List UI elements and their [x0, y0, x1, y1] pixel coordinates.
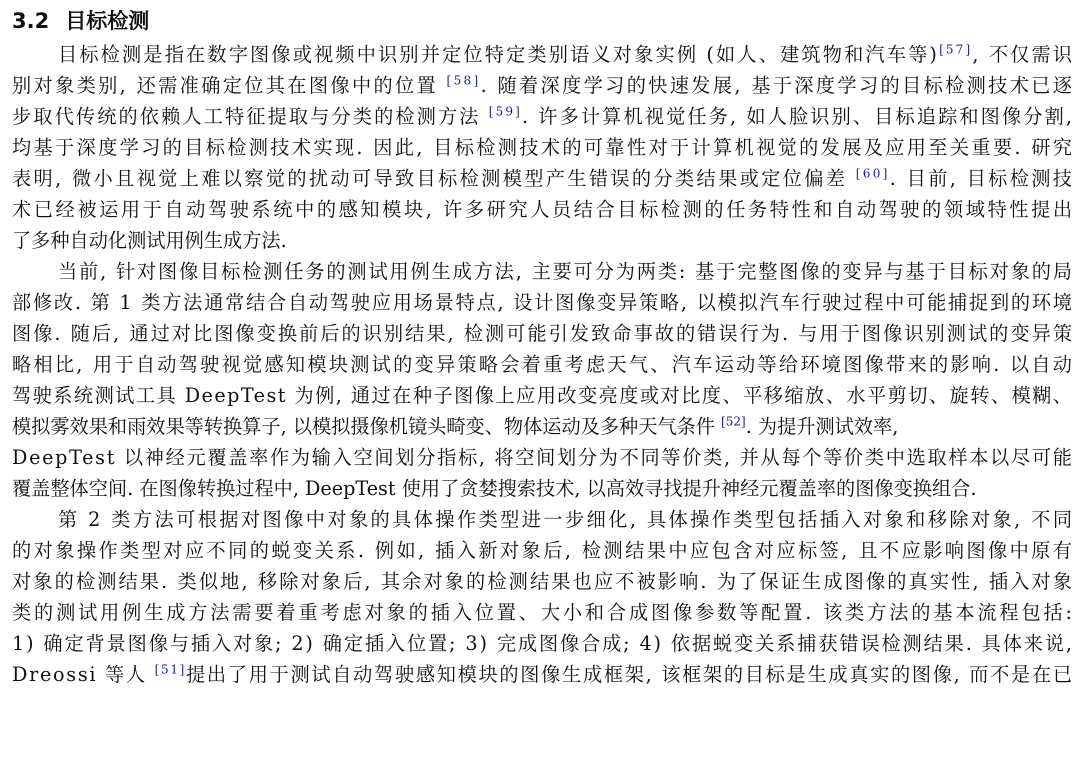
- text-line-content: [12, 566, 1074, 597]
- text-line-content: [12, 597, 1075, 628]
- text-line-content: [12, 70, 1074, 101]
- text-line-content: [12, 535, 1074, 566]
- text-run: 略相比, 用于自动驾驶视觉感知模块测试的变异策略会着重考虑天气、汽车运动等给环境图像带来的影响. 以自动: [12, 353, 1075, 376]
- section-heading: [12, 6, 1072, 36]
- text-run: 目标检测是指在数字图像或视频中识别并定位特定类别语义对象实例 (如人、建筑物和汽车等): [58, 43, 940, 66]
- citation-reference[interactable]: [51]: [154, 662, 187, 677]
- text-run: . 目前, 目标检测技: [889, 167, 1075, 190]
- text-run: 步取代传统的依赖人工特征提取与分类的检测方法: [12, 105, 489, 128]
- text-run: 第 2 类方法可根据对图像中对象的具体操作类型进一步细化, 具体操作类型包括插入对象和移除对象, 不同: [58, 508, 1075, 531]
- text-run: 图像. 随后, 通过对比图像变换前后的识别结果, 检测可能引发致命事故的错误行为. 与用于图像识别测试的变异策: [12, 322, 1075, 345]
- text-line: [12, 442, 1072, 473]
- text-run: 部修改. 第 1 类方法通常结合自动驾驶应用场景特点, 设计图像变异策略, 以模拟汽车行驶过程中可能捕捉到的环境: [12, 291, 1074, 314]
- text-line: [12, 566, 1075, 597]
- text-run: . 为提升测试效率,: [745, 415, 899, 438]
- text-line: [12, 628, 1072, 659]
- text-run: 驾驶系统测试工具 DeepTest 为例, 通过在种子图像上应用改变亮度或对比度、平移缩放、水平剪切、旋转、模糊、: [12, 384, 1074, 407]
- text-line: [12, 70, 1075, 101]
- text-run: 术已经被运用于自动驾驶系统中的感知模块, 许多研究人员结合目标检测的任务特性和自动驾驶的领域特性提出: [12, 198, 1075, 221]
- text-run: 提出了用于测试自动驾驶感知模块的图像生成框架, 该框架的目标是生成真实的图像, 而不是在已: [186, 663, 1074, 686]
- text-run: 表明, 微小且视觉上难以察觉的扰动可导致目标检测模型产生错误的分类结果或定位偏差: [12, 167, 856, 190]
- text-line: [12, 101, 1075, 132]
- text-line: [12, 194, 1075, 225]
- text-line: [12, 473, 1072, 504]
- text-run: 当前, 针对图像目标检测任务的测试用例生成方法, 主要可分为两类: 基于完整图像的变异与基于目标对象的局: [58, 260, 1074, 283]
- text-line: [12, 411, 1072, 442]
- text-run: 的对象操作类型对应不同的蜕变关系. 例如, 插入新对象后, 检测结果中应包含对应标签, 且不应影响图像中原有: [12, 539, 1075, 562]
- text-run: 覆盖整体空间. 在图像转换过程中, DeepTest 使用了贪婪搜索技术, 以高效寻找提升神经元覆盖率的图像变换组合.: [12, 477, 977, 500]
- text-line-content: [12, 628, 1074, 659]
- text-run: 了多种自动化测试用例生成方法.: [12, 229, 287, 252]
- text-run: 别对象类别, 还需准确定位其在图像中的位置: [12, 74, 447, 97]
- citation-reference[interactable]: [52]: [721, 414, 746, 429]
- text-line: [12, 287, 1072, 318]
- paragraph: [12, 256, 1075, 504]
- paragraph: [12, 39, 1075, 256]
- text-line-content: [58, 256, 1074, 287]
- text-line: [12, 39, 1075, 70]
- citation-reference[interactable]: [60]: [855, 166, 890, 181]
- citation-reference[interactable]: [59]: [488, 104, 522, 119]
- text-run: 对象的检测结果. 类似地, 移除对象后, 其余对象的检测结果也应不被影响. 为了保证生成图像的真实性, 插入对象: [12, 570, 1075, 593]
- paragraph: [12, 504, 1075, 690]
- text-line-content: [12, 659, 1074, 690]
- text-line: [12, 349, 1075, 380]
- text-line: [12, 535, 1075, 566]
- text-run: 类的测试用例生成方法需要着重考虑对象的插入位置、大小和合成图像参数等配置. 该类方法的基本流程包括:: [12, 601, 1075, 624]
- text-run: 1) 确定背景图像与插入对象; 2) 确定插入位置; 3) 完成图像合成; 4) 依据蜕变关系捕获错误检测结果. 具体来说,: [12, 632, 1074, 655]
- text-line: [12, 132, 1075, 163]
- text-line: [12, 659, 1072, 690]
- text-run: Dreossi 等人: [12, 663, 155, 686]
- text-line-content: [12, 194, 1075, 225]
- section-number: 3.2: [12, 9, 50, 33]
- text-line-content: [12, 101, 1074, 132]
- text-line-content: [12, 318, 1074, 349]
- citation-reference[interactable]: [57]: [939, 42, 973, 57]
- body-text: [12, 39, 1075, 690]
- text-run: . 许多计算机视觉任务, 如人脸识别、目标追踪和图像分割,: [521, 105, 1075, 128]
- text-run: . 随着深度学习的快速发展, 基于深度学习的目标检测技术已逐: [480, 74, 1075, 97]
- text-run: , 不仅需识: [972, 43, 1075, 66]
- text-line: [12, 504, 1075, 535]
- text-line-content: [12, 349, 1074, 380]
- text-line-content: [58, 39, 1074, 70]
- text-line: [12, 256, 1072, 287]
- text-line-content: [12, 380, 1073, 411]
- text-line-content: [58, 504, 1074, 535]
- text-line: [12, 597, 1075, 628]
- text-line-content: [12, 287, 1074, 318]
- text-line-content: [12, 163, 1074, 194]
- paper-page: [12, 6, 1075, 690]
- text-line: [12, 380, 1072, 411]
- text-line-content: [12, 411, 898, 442]
- text-run: DeepTest 以神经元覆盖率作为输入空间划分指标, 将空间划分为不同等价类, 并从每个等价类中选取样本以尽可能: [12, 446, 1074, 469]
- citation-reference[interactable]: [58]: [446, 73, 481, 88]
- text-run: 模拟雾效果和雨效果等转换算子, 以模拟摄像机镜头畸变、物体运动及多种天气条件: [12, 415, 722, 438]
- text-line: [12, 163, 1075, 194]
- text-line-content: [12, 132, 1074, 163]
- text-run: 均基于深度学习的目标检测技术实现. 因此, 目标检测技术的可靠性对于计算机视觉的发展及应用至关重要. 研究: [12, 136, 1075, 159]
- text-line-content: [12, 225, 287, 256]
- text-line-content: [12, 473, 976, 504]
- section-title: 目标检测: [65, 9, 150, 33]
- text-line: [12, 318, 1075, 349]
- text-line-content: [12, 442, 1074, 473]
- text-line: [12, 225, 1072, 256]
